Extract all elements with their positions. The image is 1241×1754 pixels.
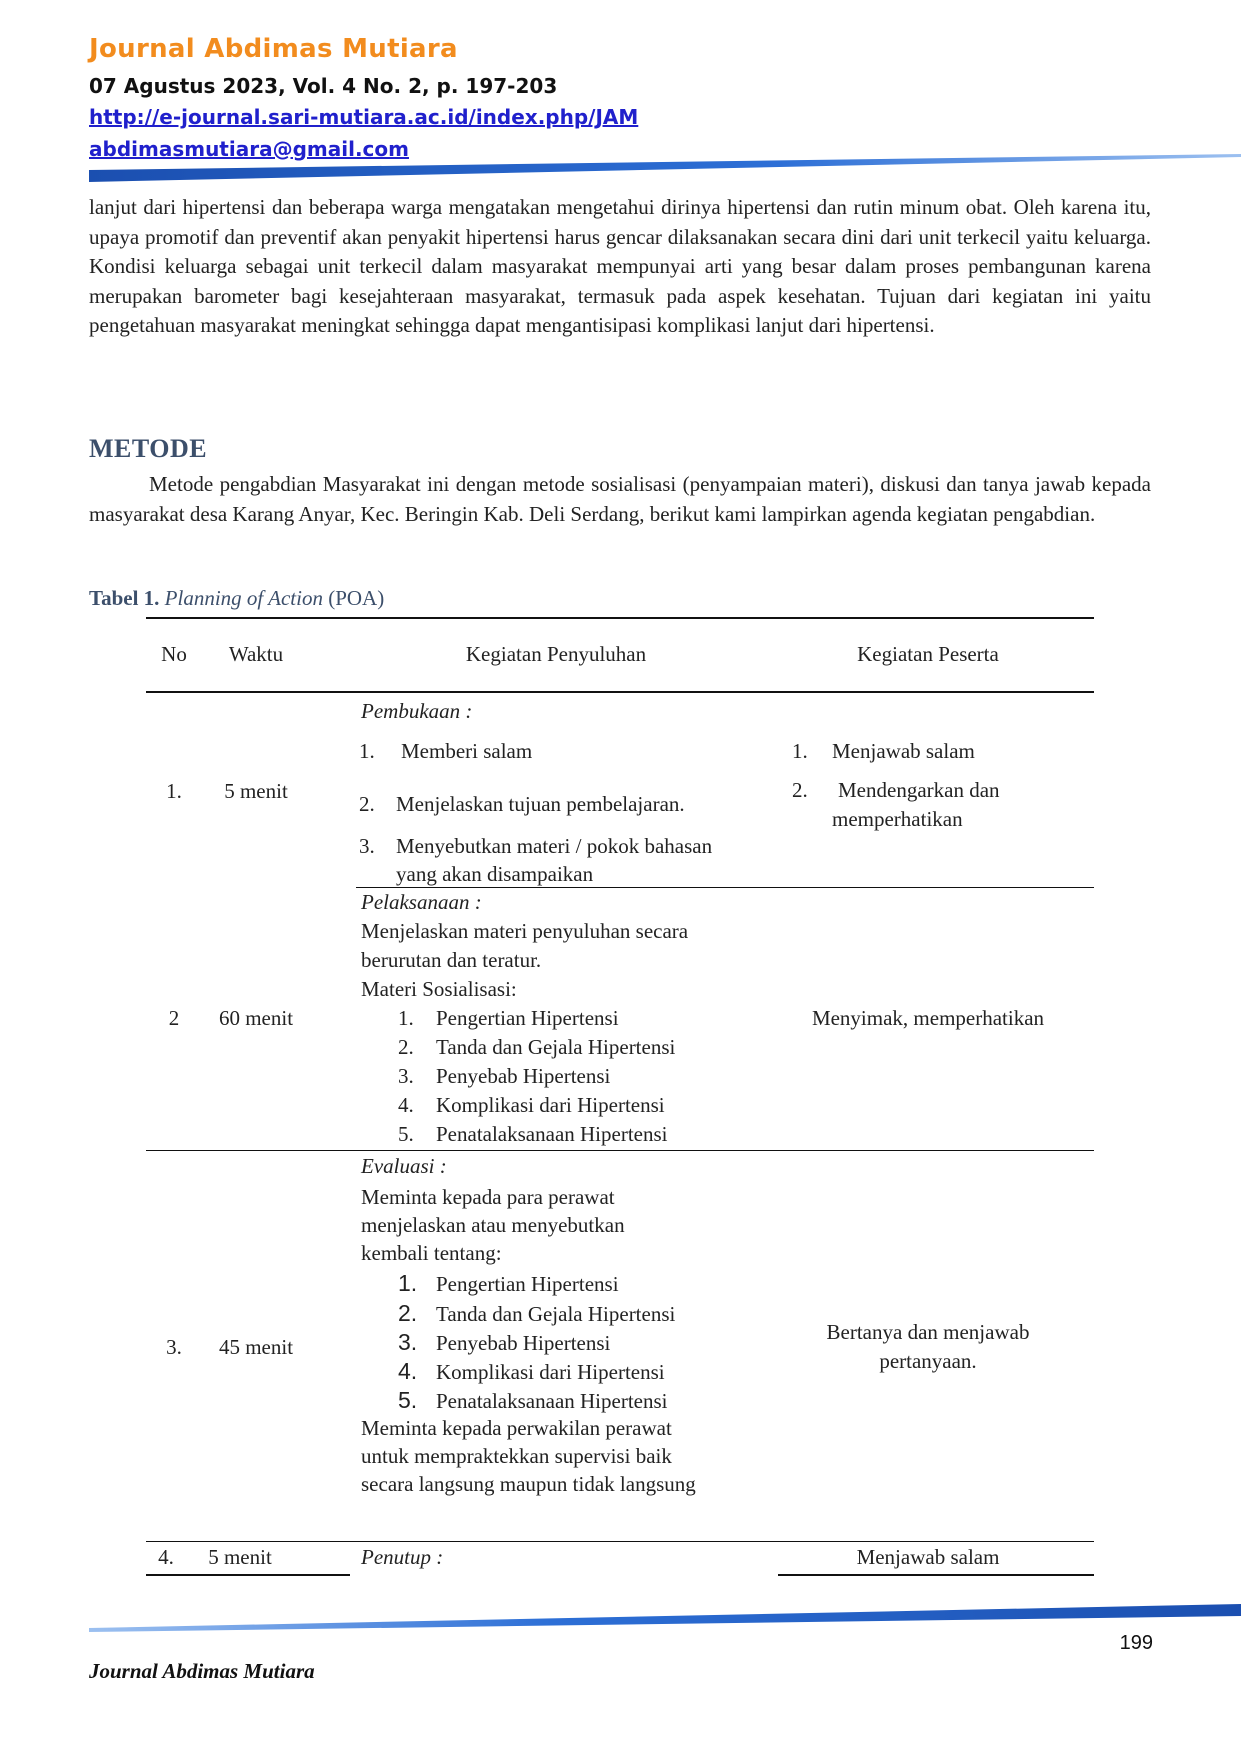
row-divider	[146, 1150, 1094, 1151]
journal-email-link[interactable]: abdimasmutiara@gmail.com	[89, 137, 409, 161]
material-number: 3.	[398, 1064, 414, 1088]
row-phase: Evaluasi :	[361, 1154, 447, 1178]
activity-text: Menyebutkan materi / pokok bahasan	[396, 834, 713, 858]
row-time: 5 menit	[208, 1545, 272, 1569]
participant-text: Menjawab salam	[832, 739, 975, 763]
row-description-line: kembali tentang:	[361, 1241, 502, 1265]
row-description-line: Materi Sosialisasi:	[361, 977, 517, 1001]
row-phase: Pelaksanaan :	[361, 890, 482, 914]
row-number: 1.	[166, 779, 182, 803]
table-caption-suffix: (POA)	[322, 586, 385, 610]
activity-number: 3.	[359, 834, 375, 858]
material-text: Pengertian Hipertensi	[436, 1006, 619, 1030]
table-top-rule	[146, 617, 1094, 619]
row-description-line: Meminta kepada para perawat	[361, 1185, 615, 1209]
row-description-line: Menjelaskan materi penyuluhan secara	[361, 919, 689, 943]
col-header-no: No	[161, 642, 187, 666]
journal-url-link[interactable]: http://e-journal.sari-mutiara.ac.id/index.php/JAM	[89, 105, 639, 129]
activity-text: Menjelaskan tujuan pembelajaran.	[396, 792, 685, 816]
row-phase: Penutup :	[361, 1545, 444, 1569]
issue-line: 07 Agustus 2023, Vol. 4 No. 2, p. 197-203	[89, 74, 558, 98]
participant-text-continued: pertanyaan.	[879, 1349, 977, 1373]
row-description-line: berurutan dan teratur.	[361, 948, 542, 972]
table-bottom-rule	[146, 1574, 350, 1576]
participant-number: 1.	[792, 739, 808, 763]
row-time: 60 menit	[218, 1006, 294, 1030]
activity-text: Memberi salam	[401, 739, 533, 763]
participant-text: Mendengarkan dan	[838, 778, 1000, 802]
col-header-kegiatan-penyuluhan: Kegiatan Penyuluhan	[465, 642, 647, 666]
row-description-line: menjelaskan atau menyebutkan	[361, 1213, 625, 1237]
method-paragraph: Metode pengabdian Masyarakat ini dengan metode sosialisasi (penyampaian materi), diskusi dan tanya jawab kepada masyarakat desa Karang Anyar, Kec. Beringin Kab. Deli Serdang, berikut kami lampirkan agenda kegiatan pengabdian.	[89, 472, 1151, 526]
participant-text: Menyimak, memperhatikan	[811, 1006, 1045, 1030]
table-caption	[89, 586, 384, 611]
poa-table	[146, 617, 1094, 1577]
col-header-waktu: Waktu	[228, 642, 284, 666]
row-closing-line: secara langsung maupun tidak langsung	[361, 1472, 696, 1496]
material-text: Penyebab Hipertensi	[436, 1331, 611, 1355]
material-text: Penatalaksanaan Hipertensi	[436, 1389, 668, 1413]
row-time: 45 menit	[218, 1335, 294, 1359]
row-closing-line: Meminta kepada perwakilan perawat	[361, 1416, 672, 1440]
participant-text: Bertanya dan menjawab	[826, 1320, 1030, 1344]
page-number: 199	[1119, 1632, 1153, 1654]
table-caption-title: Planning of Action	[164, 586, 323, 610]
table-header-rule	[146, 691, 1094, 693]
material-text: Penatalaksanaan Hipertensi	[436, 1122, 668, 1146]
material-number: 1.	[398, 1006, 414, 1030]
journal-title: Journal Abdimas Mutiara	[89, 34, 458, 64]
row-number: 2	[168, 1006, 180, 1030]
row-closing-line: untuk mempraktekkan supervisi baik	[361, 1444, 672, 1468]
material-text: Komplikasi dari Hipertensi	[436, 1360, 665, 1384]
activity-text-continued: yang akan disampaikan	[396, 862, 594, 886]
material-number: 4.	[398, 1093, 414, 1117]
material-number: 5.	[398, 1387, 418, 1413]
participant-text: Menjawab salam	[856, 1545, 1000, 1569]
row-divider	[146, 1541, 1094, 1542]
header-divider	[89, 154, 1241, 182]
table-bottom-rule	[778, 1574, 1094, 1576]
footer-divider	[89, 1602, 1241, 1632]
participant-number: 2.	[792, 778, 808, 802]
activity-number: 1.	[359, 739, 375, 763]
material-text: Penyebab Hipertensi	[436, 1064, 611, 1088]
participant-text-continued: memperhatikan	[832, 807, 963, 831]
footer-journal-name: Journal Abdimas Mutiara	[89, 1659, 315, 1683]
material-number: 5.	[398, 1122, 414, 1146]
col-header-kegiatan-peserta: Kegiatan Peserta	[857, 642, 999, 666]
material-number: 1.	[398, 1270, 418, 1296]
material-text: Pengertian Hipertensi	[436, 1272, 619, 1296]
material-number: 4.	[398, 1358, 418, 1384]
intro-paragraph: lanjut dari hipertensi dan beberapa warga mengatakan mengetahui dirinya hipertensi dan rutin minum obat. Oleh karena itu, upaya promotif dan preventif akan penyakit hipertensi harus gencar dilaksanakan secara dini dari unit terkecil yaitu keluarga. Kondisi keluarga sebagai unit terkecil dalam masyarakat mempunyai arti yang besar dalam proses pembangunan karena merupakan barometer bagi kesejahteraan masyarakat, termasuk pada aspek kesehatan. Tujuan dari kegiatan ini yaitu pengetahuan masyarakat meningkat sehingga dapat mengantisipasi komplikasi lanjut dari hipertensi.	[89, 195, 1151, 338]
material-number: 2.	[398, 1300, 418, 1326]
row-number: 4.	[158, 1545, 174, 1569]
material-number: 3.	[398, 1329, 418, 1355]
material-text: Tanda dan Gejala Hipertensi	[436, 1302, 676, 1326]
section-heading-metode: METODE	[89, 434, 208, 463]
table-caption-label: Tabel 1.	[89, 586, 160, 610]
row-number: 3.	[166, 1335, 182, 1359]
row-phase: Pembukaan :	[361, 699, 473, 723]
row-time: 5 menit	[224, 779, 288, 803]
activity-number: 2.	[359, 792, 375, 816]
material-text: Komplikasi dari Hipertensi	[436, 1093, 665, 1117]
material-text: Tanda dan Gejala Hipertensi	[436, 1035, 676, 1059]
material-number: 2.	[398, 1035, 414, 1059]
